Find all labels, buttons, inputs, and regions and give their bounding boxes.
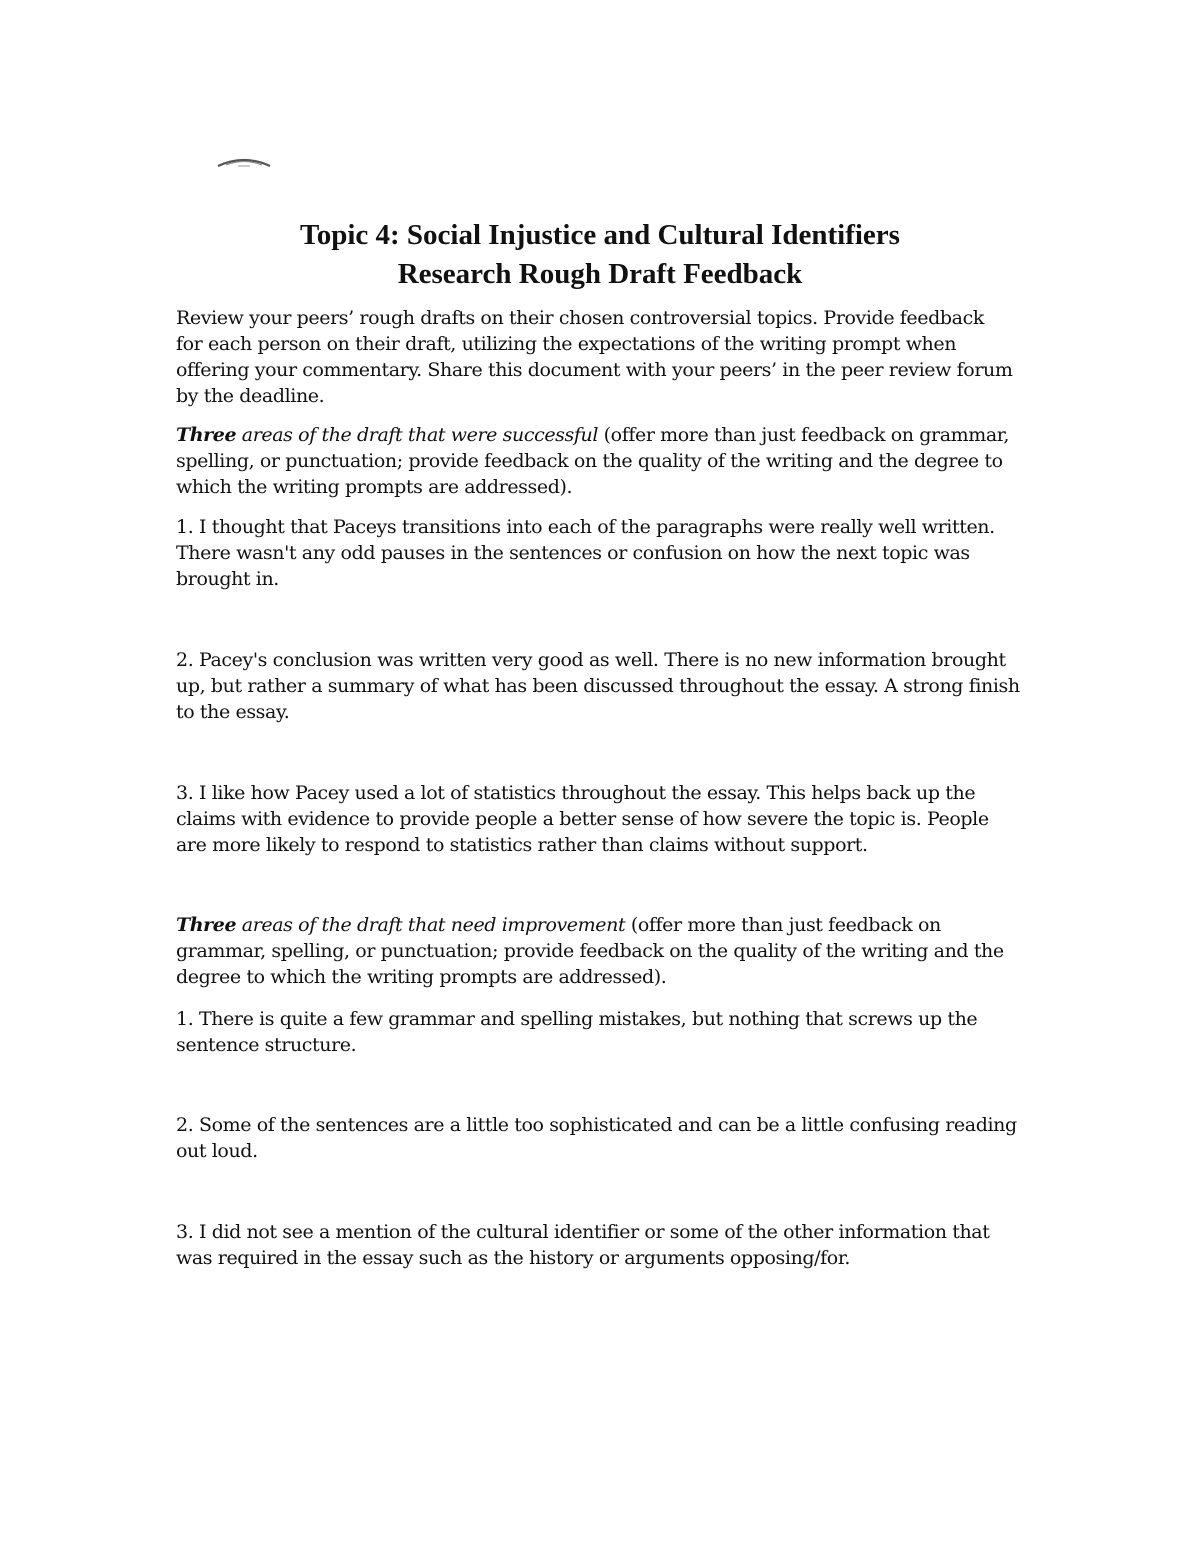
- successful-lead-italic: areas of the draft that were successful: [236, 424, 599, 446]
- successful-heading: [176, 422, 1036, 500]
- list-item-line: There wasn't any odd pauses in the sentences or confusion on how the next topic was: [176, 542, 970, 564]
- successful-heading-line: [176, 422, 1036, 448]
- improvement-item-2: [176, 1112, 1036, 1164]
- list-item-line: to the essay.: [176, 701, 290, 723]
- successful-heading-line: spelling, or punctuation; provide feedback on the quality of the writing and the degree to: [176, 450, 1003, 472]
- title-line-2: Research Rough Draft Feedback: [397, 258, 803, 290]
- list-item-line: up, but rather a summary of what has been discussed throughout the essay. A strong finish: [176, 675, 1020, 697]
- list-item-line: 2. Pacey's conclusion was written very good as well. There is no new information brought: [176, 649, 1006, 671]
- list-item-line: sentence structure.: [176, 1034, 357, 1056]
- list-item-line: 3. I like how Pacey used a lot of statistics throughout the essay. This helps back up the: [176, 782, 976, 804]
- improvement-item-1: [176, 1006, 1036, 1058]
- intro-line: for each person on their draft, utilizing the expectations of the writing prompt when: [176, 333, 957, 355]
- list-item-line: are more likely to respond to statistics rather than claims without support.: [176, 834, 868, 856]
- list-item-line: brought in.: [176, 568, 279, 590]
- improvement-lead-bold: Three: [176, 914, 237, 936]
- intro-line: by the deadline.: [176, 385, 325, 407]
- successful-heading-rest: (offer more than just feedback on grammar,: [598, 424, 1010, 446]
- successful-item-1: [176, 514, 1036, 592]
- logo-mark-icon: [216, 156, 272, 176]
- list-item-line: 1. There is quite a few grammar and spelling mistakes, but nothing that screws up the: [176, 1008, 978, 1030]
- improvement-lead-italic: areas of the draft that need improvement: [236, 914, 626, 936]
- improvement-heading-line: [176, 912, 1036, 938]
- list-item-line: out loud.: [176, 1140, 258, 1162]
- intro-paragraph: [176, 305, 1036, 409]
- list-item-line: 1. I thought that Paceys transitions into each of the paragraphs were really well written.: [176, 516, 995, 538]
- list-item-line: 3. I did not see a mention of the cultural identifier or some of the other information that: [176, 1221, 990, 1243]
- improvement-heading: [176, 912, 1036, 990]
- list-item-line: was required in the essay such as the history or arguments opposing/for.: [176, 1247, 851, 1269]
- improvement-heading-line: grammar, spelling, or punctuation; provide feedback on the quality of the writing and the: [176, 940, 1004, 962]
- successful-item-2: [176, 647, 1036, 725]
- improvement-heading-line: degree to which the writing prompts are addressed).: [176, 966, 667, 988]
- page-title: [176, 216, 1024, 294]
- successful-item-3: [176, 780, 1036, 858]
- list-item-line: claims with evidence to provide people a better sense of how severe the topic is. People: [176, 808, 989, 830]
- intro-line: offering your commentary. Share this document with your peers’ in the peer review forum: [176, 359, 1013, 381]
- improvement-item-3: [176, 1219, 1036, 1271]
- improvement-heading-rest: (offer more than just feedback on: [625, 914, 941, 936]
- successful-heading-line: which the writing prompts are addressed).: [176, 476, 573, 498]
- list-item-line: 2. Some of the sentences are a little too sophisticated and can be a little confusing reading: [176, 1114, 1017, 1136]
- successful-lead-bold: Three: [176, 424, 237, 446]
- intro-line: Review your peers’ rough drafts on their chosen controversial topics. Provide feedback: [176, 307, 984, 329]
- title-line-1: Topic 4: Social Injustice and Cultural Identifiers: [300, 219, 900, 251]
